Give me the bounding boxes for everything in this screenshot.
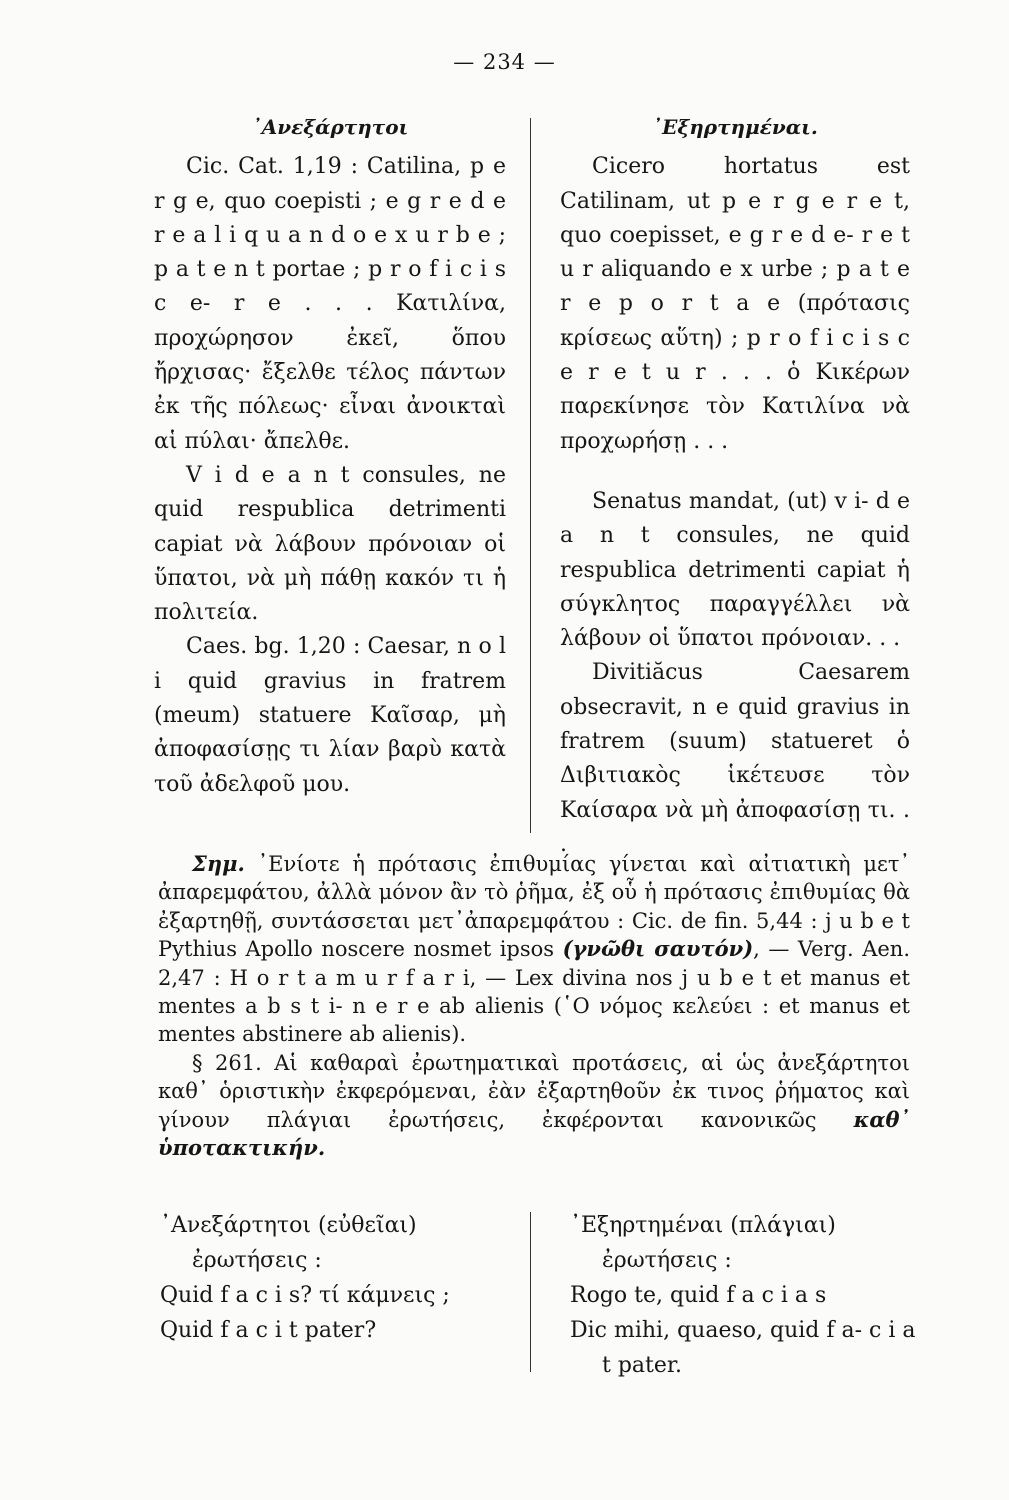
column-divider bbox=[530, 118, 531, 833]
bottom-left-column bbox=[160, 1208, 510, 1348]
left-column-heading: ᾿Ανεξάρτητοι bbox=[251, 115, 409, 139]
left-example-1: Cic. Cat. 1,19 : Catilina, p e r g e, quo coepisti ; e g r e d e r e a l i q u a n d o e x u r b e ; p a t e n t portae ; p r o f i c i s c e- r e . . . Κατιλίνα, προχώρησον ἐκεῖ, ὅπου ἤρχισας· ἔξελθε τέλος πάντων ἐκ τῆς πόλεως· εἶναι ἀνοικταὶ αἱ πύλαι· ἄπελθε. bbox=[154, 154, 506, 454]
note-greek-phrase: (γνῶθι σαυτόν) bbox=[562, 936, 754, 962]
bottom-left-heading: ᾿Ανεξάρτητοι (εὐθεῖαι) ἐρωτήσεις : bbox=[160, 1213, 417, 1273]
right-example-2: Senatus mandat, (ut) v i- d e a n t consules, ne quid respublica detrimenti capiat ἡ σύγκλητος παραγγέλλει νὰ λάβουν οἱ ὕπατοι πρόνοιαν. . . bbox=[560, 488, 910, 652]
bottom-right-line-2: Dic mihi, quaeso, quid f a- c i a t pater. bbox=[570, 1318, 916, 1378]
left-column bbox=[154, 110, 506, 802]
bottom-right-line-1: Rogo te, quid f a c i a s bbox=[570, 1283, 827, 1308]
bottom-left-line-1: Quid f a c i s? τί κάμνεις ; bbox=[160, 1283, 450, 1308]
left-example-2: V i d e a n t consules, ne quid respublica detrimenti capiat νὰ λάβουν πρόνοιαν οἱ ὕπατοι, νὰ μὴ πάθῃ κακόν τι ἡ πολιτεία. bbox=[154, 462, 506, 626]
left-example-3: Caes. bg. 1,20 : Caesar, n o l i quid gravius in fratrem (meum) statuere Καῖσαρ, μὴ ἀποφασίσῃς τι λίαν βαρὺ κατὰ τοῦ ἀδελφοῦ μου. bbox=[154, 634, 506, 797]
page-number: — 234 — bbox=[453, 50, 556, 74]
note-text-1: ᾿Ενίοτε ἡ πρότασις ἐπιθυμίας γίνεται καὶ αἰτιατικὴ μετ᾿ ἀπαρεμφάτου, ἀλλὰ μόνον ἂν τὸ ῥῆμα, ἐξ οὗ ἡ πρότασις ἐπιθυμίας θὰ ἐξαρτηθῇ, συντάσσεται μετ᾿ἀπαρεμφάτου : Cic. de fin. 5,44 : j u b e t Pythius Apollo noscere nosmet ipsos bbox=[158, 852, 911, 962]
right-example-1: Cicero hortatus est Catilinam, ut p e r g e r e t, quo coepisset, e g r e d e- r e t u r aliquando e x urbe ; p a t e r e p o r t a e (πρότασις κρίσεως αὕτη) ; p r o f i c i s c e r e t u r . . . ὁ Κικέρων παρεκίνησε τὸν Κατιλίνα νὰ προχωρήσῃ . . . bbox=[560, 154, 910, 454]
note-paragraph bbox=[158, 850, 910, 1049]
note-abbreviation: Σημ. bbox=[192, 851, 245, 876]
right-column-heading: ᾿Εξηρτημέναι. bbox=[652, 115, 818, 139]
bottom-column-divider bbox=[530, 1212, 531, 1372]
bottom-right-heading: ᾿Εξηρτημέναι (πλάγιαι) ἐρωτήσεις : bbox=[570, 1213, 836, 1273]
section-261-text: § 261. Αἱ καθαραὶ ἐρωτηματικαὶ προτάσεις, αἱ ὡς ἀνεξάρτητοι καθ᾿ ὁριστικὴν ἐκφερόμεναι, ἐὰν ἐξαρτηθοῦν ἐκ τινος ῥήματος καὶ γίνουν πλάγιαι ἐρωτήσεις, ἐκφέρονται κανονικῶς bbox=[158, 1050, 910, 1132]
note-text-2: , — Verg. Aen. 2,47 : H o r t a m u r f a r i, — Lex divina nos j u b e t et manus et mentes a b s t i- n e r e ab alienis (῾Ο νόμος κελεύει : et manus et mentes abstinere ab alienis). bbox=[158, 937, 910, 1047]
section-261-emphasis: καθ᾿ ὑποτακτικήν. bbox=[158, 1106, 910, 1161]
note-section bbox=[158, 850, 910, 1162]
bottom-right-column bbox=[570, 1208, 920, 1383]
bottom-left-line-2: Quid f a c i t pater? bbox=[160, 1318, 377, 1343]
right-example-3: Divitiăcus Caesarem obsecravit, n e quid gravius in fratrem (suum) statueret ὁ Διβιτιακὸς ἱκέτευσε τὸν Καίσαρα νὰ μὴ ἀποφασίσῃ τι. . . bbox=[560, 660, 910, 857]
right-column bbox=[560, 110, 910, 862]
section-261-paragraph bbox=[158, 1049, 910, 1163]
